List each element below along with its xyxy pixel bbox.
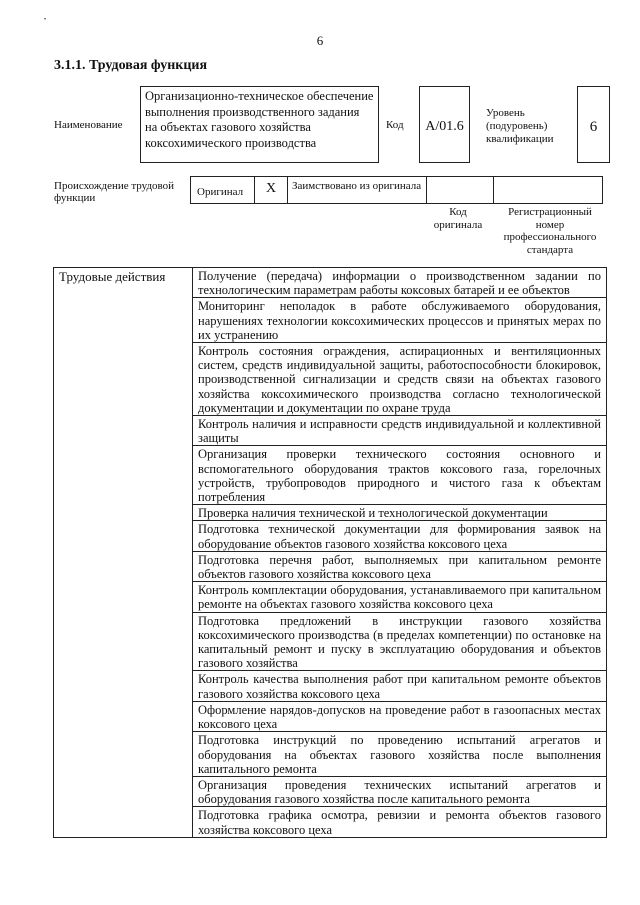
original-mark-cell — [254, 176, 288, 204]
labor-action-text: Подготовка предложений в инструкции газового хозяйства коксохимического производства (в пределах компетенции) по остановке на капитальный ремонт и пуску в эксплуатацию оборудования и объектов газового хозяйства — [193, 612, 607, 671]
level-label: Уровень (подуровень) квалификации — [486, 107, 554, 145]
code-caption: Код оригинала — [433, 206, 483, 231]
original-cell — [190, 176, 255, 204]
labor-action-text: Контроль наличия и исправности средств индивидуальной и коллективной защиты — [193, 416, 607, 446]
labor-action-text: Получение (передача) информации о производственном задании по технологическим параметрам работы коксовых батарей и ее объектов — [193, 268, 607, 298]
labor-actions-table — [53, 267, 607, 838]
labor-action-text: Контроль качества выполнения работ при капитальном ремонте объектов газового хозяйства коксового цеха — [193, 671, 607, 701]
borrowed-cell — [287, 176, 427, 204]
labor-action-text: Подготовка технической документации для формирования заявок на оборудование объектов газового хозяйства коксового цеха — [193, 521, 607, 551]
labor-action-text: Оформление нарядов-допусков на проведение работ в газоопасных местах коксового цеха — [193, 701, 607, 731]
level-box — [577, 86, 610, 163]
name-label: Наименование — [54, 119, 123, 131]
original-code-cell — [426, 176, 494, 204]
labor-action-text: Подготовка перечня работ, выполняемых при капитальном ремонте объектов газового хозяйства коксового цеха — [193, 551, 607, 581]
scan-dot: • — [44, 17, 47, 23]
labor-action-text: Организация проверки технического состояния основного и вспомогательного оборудования трактов коксового газа, горелочных устройств, трубопроводов природного и чистого газа к объектам потребления — [193, 446, 607, 505]
labor-actions-header: Трудовые действия — [54, 268, 193, 838]
labor-action-text: Контроль комплектации оборудования, устанавливаемого при капитальном ремонте на объектах газового хозяйства коксового цеха — [193, 582, 607, 612]
labor-action-text: Контроль состояния ограждения, аспирационных и вентиляционных систем, средств индивидуальной защиты, работоспособности блокировок, производственной сигнализации и средств связи на объектах газового хозяйства коксохимического производства согласно технологической документации и документации по охране труда — [193, 343, 607, 416]
section-title: 3.1.1. Трудовая функция — [54, 58, 208, 73]
original-mark: X — [265, 181, 277, 196]
labor-action-text: Организация проведения технических испытаний агрегатов и оборудования газового хозяйства после капитального ремонта — [193, 776, 607, 806]
function-name: Организационно-техническое обеспечение выполнения производственного задания на объектах газового хозяйства коксохимического производства — [145, 89, 374, 150]
labor-action-text: Подготовка инструкций по проведению испытаний агрегатов и оборудования на объектах газового хозяйства после выполнения капитального ремонта — [193, 732, 607, 777]
page-number: 6 — [316, 33, 324, 48]
origin-label: Происхождение трудовой функции — [54, 180, 175, 204]
labor-action-text: Подготовка графика осмотра, ревизии и ремонта объектов газового хозяйства коксового цеха — [193, 807, 607, 837]
origin-row — [190, 176, 604, 204]
original-label: Оригинал — [197, 186, 244, 198]
reg-number-cell — [493, 176, 603, 204]
labor-action-text: Проверка наличия технической и технологической документации — [193, 505, 607, 521]
function-name-box — [140, 86, 379, 163]
code-label: Код — [386, 119, 404, 131]
labor-action-text: Мониторинг неполадок в работе обслуживаемого оборудования, нарушениях технологии коксохимических процессов и принятых мерах по их устранению — [193, 298, 607, 343]
level-value: 6 — [589, 119, 598, 135]
code-box — [419, 86, 470, 163]
borrowed-label: Заимствовано из оригинала — [292, 180, 422, 192]
table-row — [54, 268, 607, 298]
code-value: А/01.6 — [425, 119, 464, 134]
reg-caption: Регистрационный номер профессионального стандарта — [503, 206, 597, 256]
